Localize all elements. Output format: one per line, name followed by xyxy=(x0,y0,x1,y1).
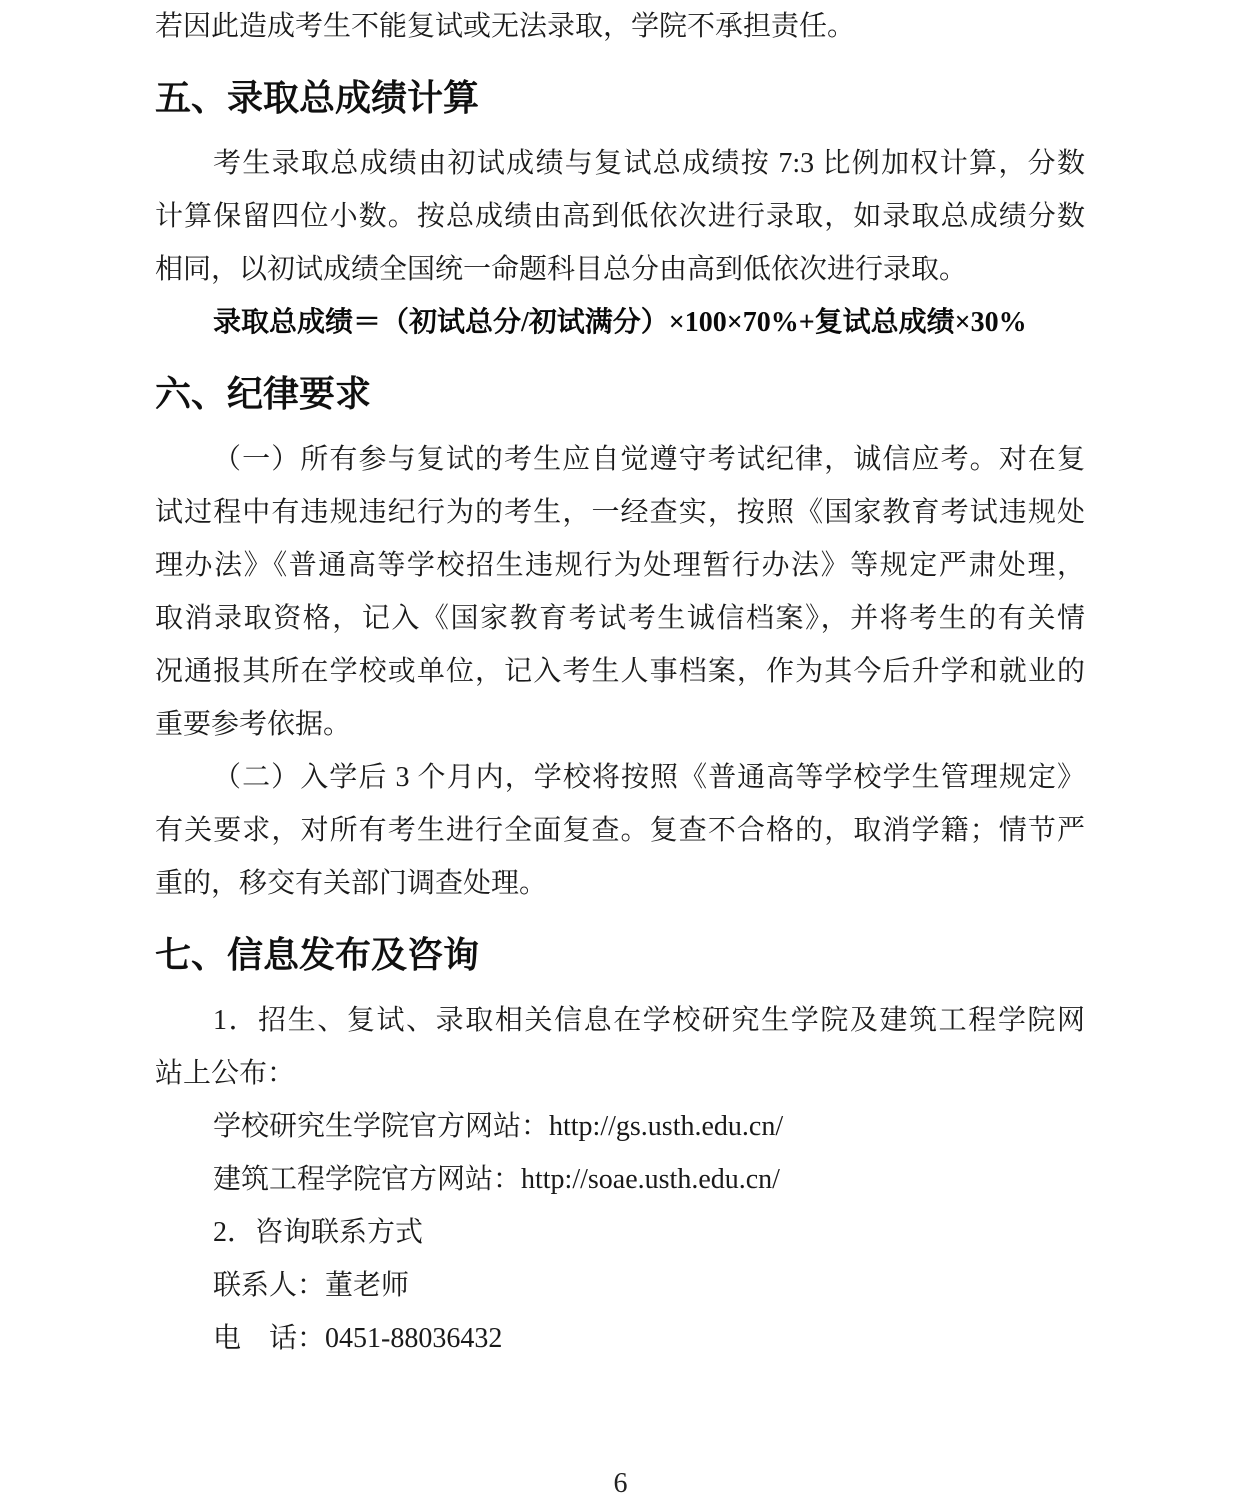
section6-paragraph1-line: 重要参考依据。 xyxy=(155,709,352,740)
section6-paragraph1-line: 理办法》《普通高等学校招生违规行为处理暂行办法》等规定严肃处理， xyxy=(155,550,1085,581)
section6-paragraph2-line: （二）入学后 3 个月内，学校将按照《普通高等学校学生管理规定》 xyxy=(213,762,1085,793)
graduate-school-website-line: 学校研究生学院官方网站：http://gs.usth.edu.cn/ xyxy=(213,1111,784,1142)
section6-paragraph1-line: 取消录取资格，记入《国家教育考试考生诚信档案》，并将考生的有关情 xyxy=(155,603,1085,634)
college-website-line: 建筑工程学院官方网站：http://soae.usth.edu.cn/ xyxy=(213,1164,780,1195)
section7-heading: 七、信息发布及咨询 xyxy=(155,934,480,975)
intro-line: 若因此造成考生不能复试或无法录取，学院不承担责任。 xyxy=(155,11,856,42)
section6-paragraph1-line: 况通报其所在学校或单位，记入考生人事档案，作为其今后升学和就业的 xyxy=(155,656,1085,687)
section5-paragraph-line: 计算保留四位小数。按总成绩由高到低依次进行录取，如录取总成绩分数 xyxy=(155,201,1085,232)
contact-phone-line: 电 话：0451-88036432 xyxy=(213,1323,503,1354)
section6-paragraph1-line: （一）所有参与复试的考生应自觉遵守考试纪律，诚信应考。对在复 xyxy=(213,444,1085,475)
section7-item2-line: 2．咨询联系方式 xyxy=(213,1217,424,1248)
contact-name-line: 联系人：董老师 xyxy=(213,1270,410,1301)
section6-heading: 六、纪律要求 xyxy=(155,373,372,414)
section7-item1-line: 1．招生、复试、录取相关信息在学校研究生学院及建筑工程学院网 xyxy=(213,1005,1085,1036)
section7-item1-line: 站上公布： xyxy=(155,1058,296,1089)
document-content xyxy=(155,0,1085,1365)
section5-paragraph-line: 相同，以初试成绩全国统一命题科目总分由高到低依次进行录取。 xyxy=(155,254,968,285)
score-formula-line: 录取总成绩＝（初试总分/初试满分）×100×70%+复试总成绩×30% xyxy=(213,307,1027,338)
section5-paragraph-line: 考生录取总成绩由初试成绩与复试总成绩按 7:3 比例加权计算，分数 xyxy=(213,148,1085,179)
page-number: 6 xyxy=(613,1468,628,1499)
section6-paragraph1-line: 试过程中有违规违纪行为的考生，一经查实，按照《国家教育考试违规处 xyxy=(155,497,1085,528)
section6-paragraph2-line: 有关要求，对所有考生进行全面复查。复查不合格的，取消学籍；情节严 xyxy=(155,815,1085,846)
section6-paragraph2-line: 重的，移交有关部门调查处理。 xyxy=(155,868,548,899)
section5-heading: 五、录取总成绩计算 xyxy=(155,77,480,118)
